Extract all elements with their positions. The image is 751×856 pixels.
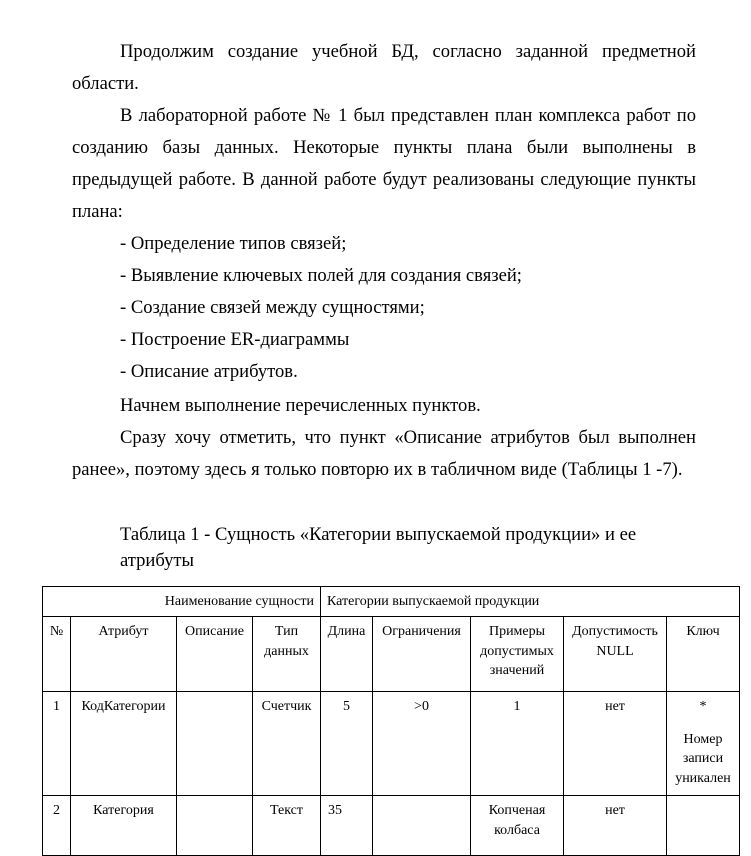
cell-key xyxy=(667,692,740,796)
note-paragraph: Сразу хочу отметить, что пункт «Описание атрибутов был выполнен ранее», поэтому здесь я только повторю их в табличном виде (Таблицы 1 -7). xyxy=(72,427,696,480)
cell-key xyxy=(667,796,740,856)
cell-num: 2 xyxy=(43,796,71,856)
cell-length: 35 xyxy=(321,796,373,856)
cell-nullable: нет xyxy=(564,692,667,796)
entity-value: Категории выпускаемой продукции xyxy=(321,587,740,617)
cell-nullable: нет xyxy=(564,796,667,856)
cell-description xyxy=(177,692,253,796)
cell-constraints: >0 xyxy=(373,692,471,796)
cell-examples: 1 xyxy=(471,692,564,796)
header-length: Длина xyxy=(321,617,373,692)
table-row xyxy=(43,796,740,856)
entity-row xyxy=(43,587,740,617)
header-row xyxy=(43,617,740,692)
header-num: № xyxy=(43,617,71,692)
header-constraints: Ограничения xyxy=(373,617,471,692)
plan-item: - Описание атрибутов. xyxy=(120,361,298,382)
header-examples: Примеры допустимых значений xyxy=(471,617,564,692)
plan-item: - Выявление ключевых полей для создания связей; xyxy=(120,265,522,286)
cell-attribute: КодКатегории xyxy=(71,692,177,796)
plan-item: - Построение ER-диаграммы xyxy=(120,329,350,350)
header-attribute: Атрибут xyxy=(71,617,177,692)
cell-constraints xyxy=(373,796,471,856)
key-mark: * xyxy=(699,699,707,714)
table-caption: Таблица 1 - Сущность «Категории выпускаемой продукции» и ее атрибуты xyxy=(120,524,637,571)
key-note: Номер записи уникален xyxy=(675,731,731,786)
plan-item: - Определение типов связей; xyxy=(120,233,347,254)
cell-examples: Копченая колбаса xyxy=(471,796,564,856)
intro-paragraph: Продолжим создание учебной БД, согласно заданной предметной области. xyxy=(72,41,696,94)
cell-type: Текст xyxy=(253,796,321,856)
entity-label: Наименование сущности xyxy=(43,587,321,617)
table-row xyxy=(43,692,740,796)
attributes-table xyxy=(42,586,740,856)
cell-attribute: Категория xyxy=(71,796,177,856)
header-key: Ключ xyxy=(667,617,740,692)
plan-item: - Создание связей между сущностями; xyxy=(120,297,425,318)
header-description: Описание xyxy=(177,617,253,692)
plan-paragraph: В лабораторной работе № 1 был представлен план комплекса работ по созданию базы данных. Некоторые пункты плана были выполнены в предыдущей работе. В данной работе будут реализованы следующие пункты плана: xyxy=(72,105,696,222)
header-type: Тип данных xyxy=(253,617,321,692)
cell-length: 5 xyxy=(321,692,373,796)
cell-num: 1 xyxy=(43,692,71,796)
start-text: Начнем выполнение перечисленных пунктов. xyxy=(120,395,481,416)
header-nullable: Допустимость NULL xyxy=(564,617,667,692)
cell-type: Счетчик xyxy=(253,692,321,796)
cell-description xyxy=(177,796,253,856)
